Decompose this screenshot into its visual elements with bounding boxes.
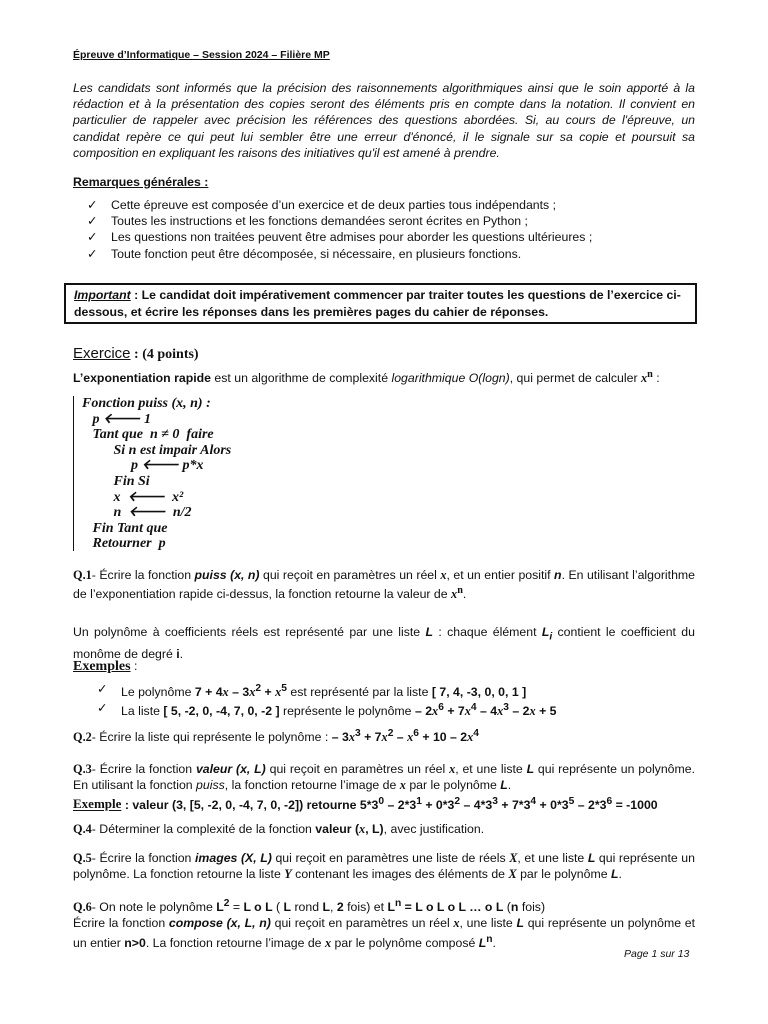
polynomial-definition: Un polynôme à coefficients réels est représenté par une liste L : chaque élément $L_i$ contient le coefficient du monôme de degré i.	[73, 625, 695, 661]
question-6: Q.6- On note le polynôme $L^2 = L$ o L ( L rond L, 2 fois) et $L^n = L$ o L o L … o L (n fois) Écrire la fonction compose (x, L, n) qui reçoit en paramètres un réel x, une liste L qui représente un polynôme et un entier n>0. La fonction retourne l’image de x par le polynôme composé $L^n$.	[73, 898, 695, 950]
important-text: : Le candidat doit impérativement commencer par traiter toutes les questions de l’exercice ci-dessous, et écrire les réponses dans les premières pages du cahier de réponses.	[74, 288, 681, 319]
question-2: Q.2- Écrire la liste qui représente le polynôme : – $3x^3 + 7x^2 - x^6 + 10 - 2x^4$	[73, 728, 479, 745]
remarks-list	[87, 197, 687, 262]
list-item: ✓ La liste [ 5, -2, 0, -4, 7, 0, -2 ] représente le polynôme – $2x^6 + 7x^4 - 4x^3 - 2x + 5$	[97, 701, 557, 719]
examples-list	[97, 681, 697, 720]
checkmark-icon: ✓	[87, 246, 98, 261]
algorithm-block: Fonction puiss (x, n) : p 🡐 1 Tant que n ≠ 0 faire Si n est impair Alors p 🡐 p*x Fin Si x 🡐 x² n 🡐 n/2 Fin Tant que Retourner p	[73, 396, 231, 551]
exercise-intro: L’exponentiation rapide est un algorithme de complexité logarithmique O(logn), qui permet de calculer $x^n$ :	[73, 369, 660, 386]
question-4: Q.4- Déterminer la complexité de la fonction valeur (x, L), avec justification.	[73, 822, 485, 836]
list-item: ✓ Cette épreuve est composée d’un exercice et de deux parties tous indépendants ;	[87, 198, 557, 212]
question-1: Q.1- Écrire la fonction puiss (x, n) qui reçoit en paramètres un réel x, et un entier positif n. En utilisant l’algorithme de l’exponentiation rapide ci-dessus, la fonction retourne la valeur de $x^n$.	[73, 568, 695, 602]
list-item: ✓ Les questions non traitées peuvent être admises pour aborder les questions ultérieures ;	[87, 230, 593, 245]
important-box	[64, 283, 697, 324]
exercise-title: Exercice : (4 points)	[73, 345, 199, 362]
important-label: Important	[74, 288, 131, 302]
question-5: Q.5- Écrire la fonction images (X, L) qui reçoit en paramètres une liste de réels X, et une liste L qui représente un polynôme. La fonction retourne la liste Y contenant les images des éléments de X par le polynôme L.	[73, 851, 695, 882]
list-item: ✓ Toute fonction peut être décomposée, si nécessaire, en plusieurs fonctions.	[87, 246, 522, 261]
checkmark-icon: ✓	[97, 701, 108, 716]
remarks-title: Remarques générales :	[73, 175, 209, 189]
list-item: ✓ Toutes les instructions et les fonctions demandées seront écrites en Python ;	[87, 214, 528, 229]
page-number: Page 1 sur 13	[624, 948, 690, 960]
question-3: Q.3- Écrire la fonction valeur (x, L) qui reçoit en paramètres un réel x, et une liste L qui représente un polynôme. En utilisant la fonction puiss, la fonction retourne l’image de x par le polynôme L. Exemple : valeur (3, [5, -2, 0, -4, 7, 0, -2]) retourne $5*3^0 - 2*3^1 + 0*3^2 - 4*3^3 + 7*3^4 + 0*3^5 - 2*3^6 = -1000$	[73, 762, 696, 812]
checkmark-icon: ✓	[87, 230, 98, 245]
examples-title: Exemples :	[73, 659, 138, 674]
intro-paragraph: Les candidats sont informés que la précision des raisonnements algorithmiques ainsi que le soin apporté à la rédaction et à la présentation des copies seront des éléments pris en compte dans la notation. Il convient en particulier de rappeler avec précision les références des questions abordées. Si, au cours de l'épreuve, un candidat repère ce qui peut lui sembler être une erreur d'énoncé, il le signale sur sa copie et poursuit sa composition en expliquant les raisons des initiatives qu'il est amené à prendre.	[73, 81, 695, 160]
list-item: ✓ Le polynôme $7 + 4x - 3x^2 + x^5$ est représenté par la liste [ 7, 4, -3, 0, 0, 1 ]	[97, 682, 527, 700]
checkmark-icon: ✓	[97, 682, 108, 696]
checkmark-icon: ✓	[87, 198, 98, 212]
checkmark-icon: ✓	[87, 214, 98, 229]
exam-header: Épreuve d’Informatique – Session 2024 – Filière MP	[73, 49, 330, 61]
